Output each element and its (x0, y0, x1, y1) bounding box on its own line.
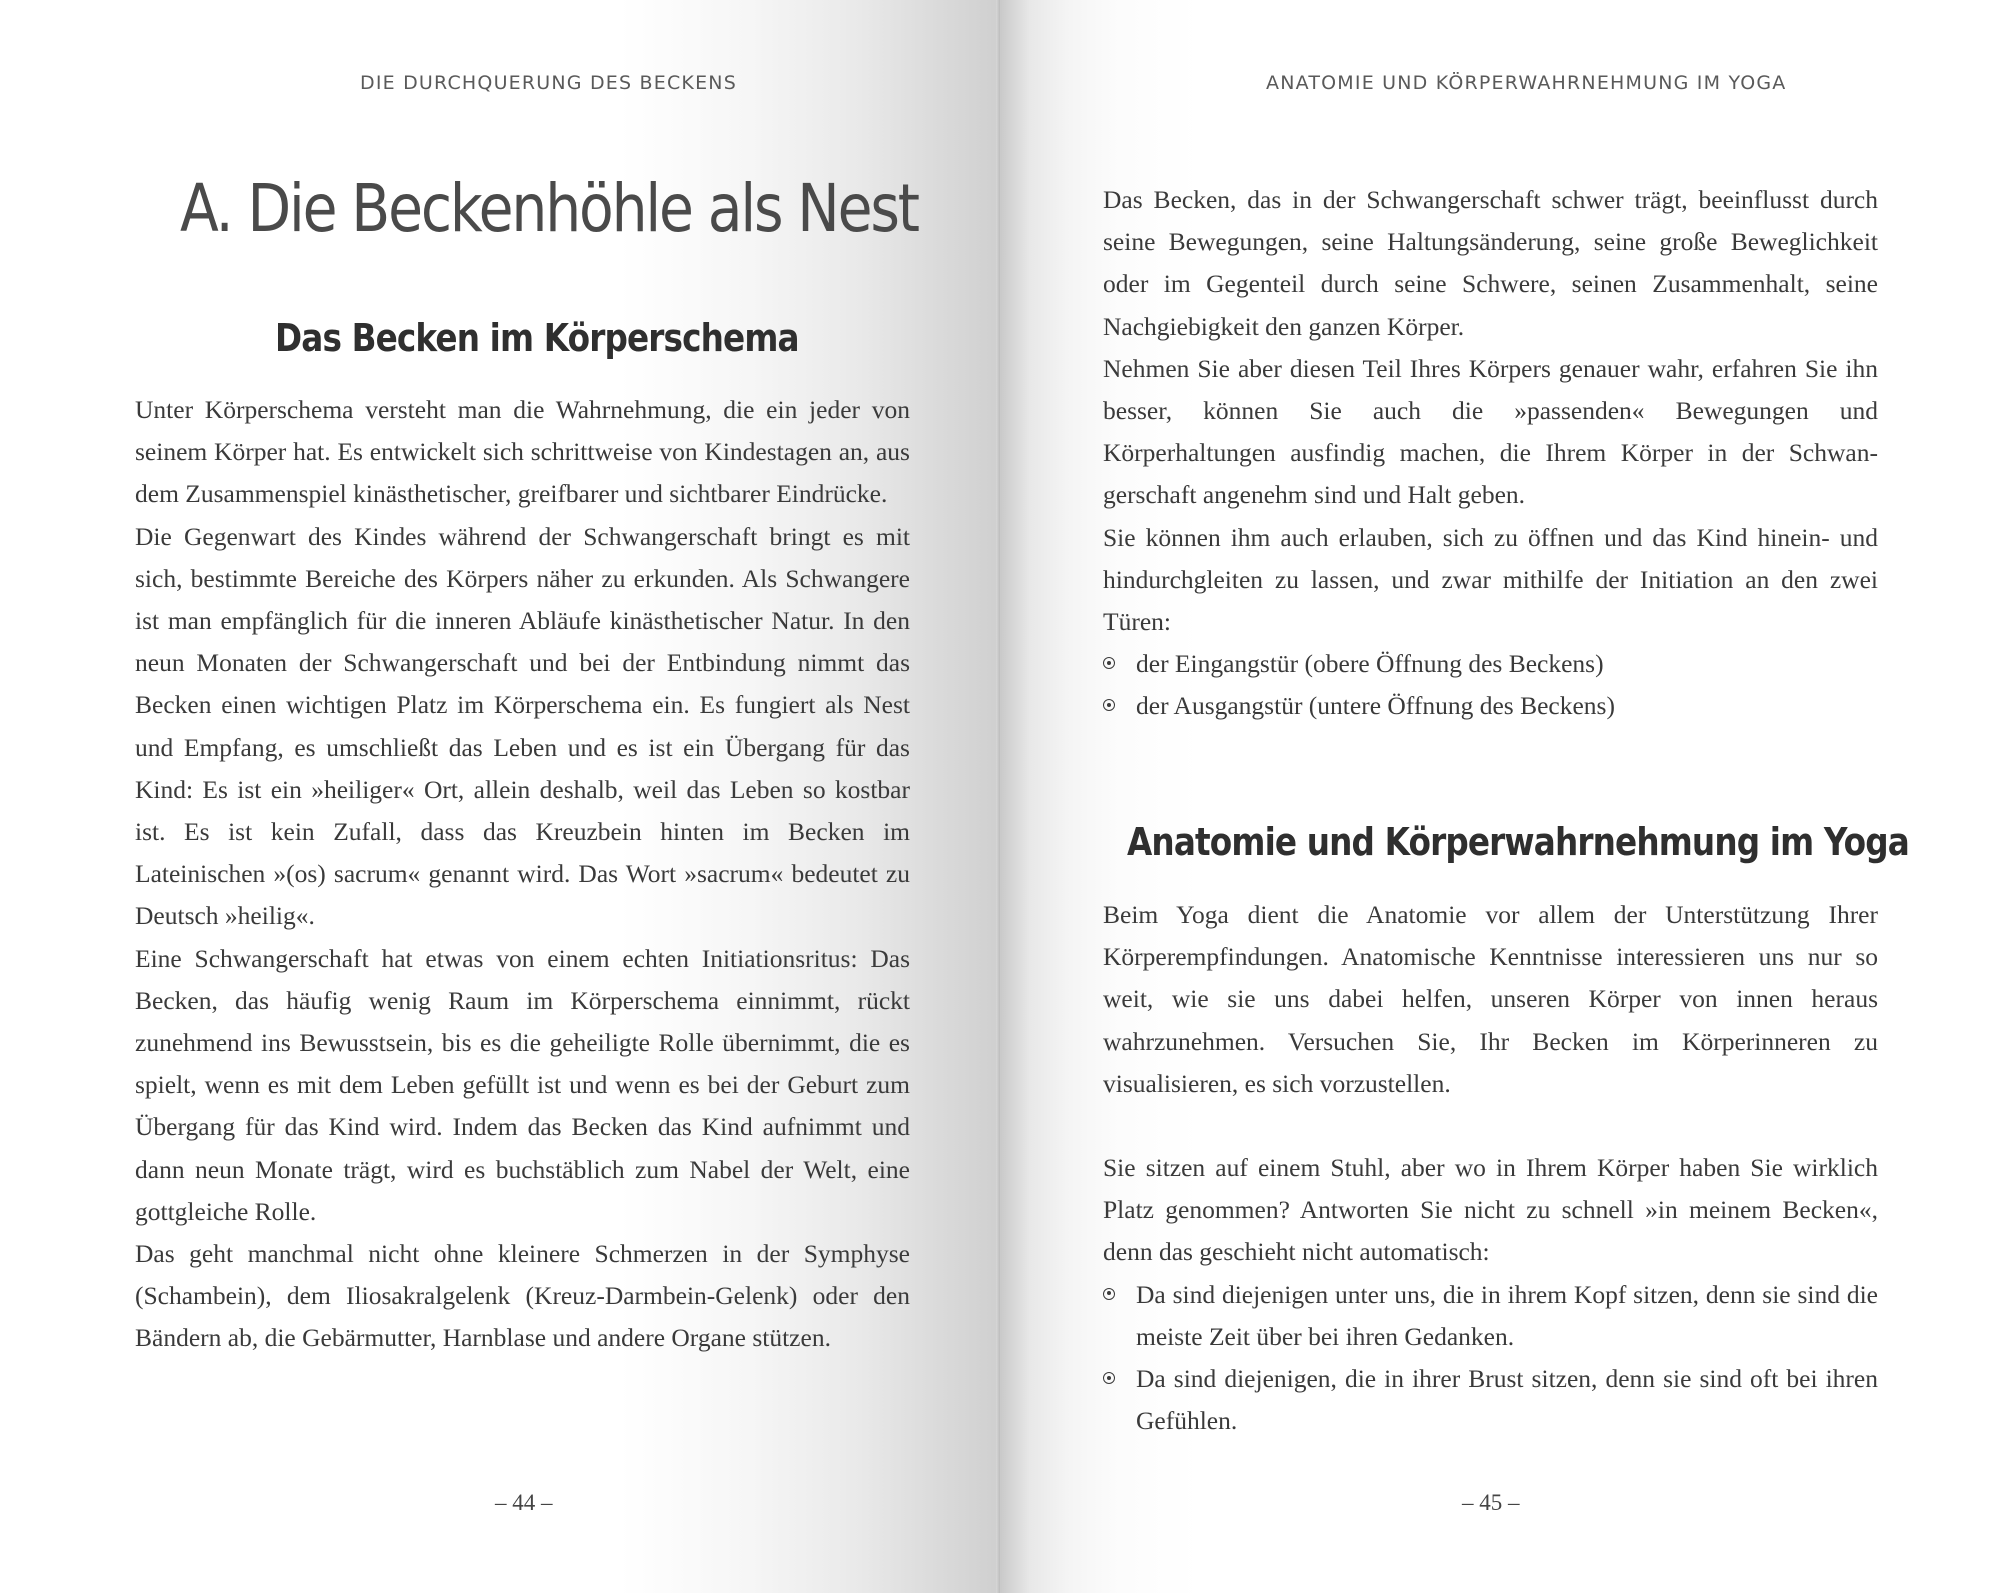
running-head-right: ANATOMIE UND KÖRPERWAHRNEHMUNG IM YOGA (1266, 72, 1787, 94)
circle-bullet-icon (1103, 1288, 1115, 1300)
circle-bullet-icon (1103, 699, 1115, 711)
paragraph: Sie können ihm auch erlauben, sich zu öffnen und das Kind hinein- und hindurchgleiten zu lassen, und zwar mithilfe der Initiation an den zwei Türen: (1103, 522, 1878, 637)
paragraph: Die Gegenwart des Kindes während der Schwangerschaft bringt es mit sich, bestimmte Bereiche des Körpers näher zu erkunden. Als Schwangere ist man empfänglich für die inneren Abläufe kinästhetischer Natur. In den neun Monaten der Schwangerschaft und bei der Entbindung nimmt das Becken einen wichtigen Platz im Körperschema ein. Es fungiert als Nest und Empfang, es umschließt das Leben und es ist ein Übergang für das Kind: Es ist ein »heiliger« Ort, allein deshalb, weil das Leben so kostbar ist. Es ist kein Zufall, dass das Kreuzbein hinten im Becken im Lateinischen »(os) sacrum« genannt wird. Das Wort »sacrum« bedeutet zu Deutsch »heilig«. (135, 521, 910, 931)
list-item (1103, 685, 1878, 727)
circle-bullet-icon (1103, 1372, 1115, 1384)
section-heading-right: Anatomie und Körperwahrnehmung im Yoga (1127, 820, 1909, 864)
circle-bullet-icon (1103, 657, 1115, 669)
paragraph: Beim Yoga dient die Anatomie vor allem der Unterstützung Ihrer Körperempfindungen. Anatomische Kenntnisse interessieren uns nur so weit, wie sie uns dabei helfen, unseren Körper von innen heraus wahrzunehmen. Versuchen Sie, Ihr Becken im Körperinneren zu visualisieren, es sich vorzustellen. (1103, 900, 1878, 1098)
door-list (1103, 643, 1878, 727)
paragraph-gap (1103, 1105, 1878, 1147)
paragraph: Eine Schwangerschaft hat etwas von einem echten Initiationsritus: Das Becken, das häufig wenig Raum im Körperschema einnimmt, rückt zunehmend ins Bewusstsein, bis es die geheiligte Rolle übernimmt, die es spielt, wenn es mit dem Leben gefüllt ist und wenn es bei der Geburt zum Übergang für das Kind wird. Indem das Becken das Kind aufnimmt und dann neun Monate trägt, wird es buchstäblich zum Nabel der Welt, eine gottgleiche Rolle. (135, 943, 910, 1226)
paragraph: Das geht manchmal nicht ohne kleinere Schmerzen in der Symphyse (Schambein), dem Iliosakralgelenk (Kreuz-Darmbein-Gelenk) oder den Bändern ab, die Gebärmutter, Harnblase und andere Organe stützen. (135, 1239, 910, 1353)
paragraph: Das Becken, das in der Schwangerschaft schwer trägt, beeinflusst durch seine Bewegungen, seine Haltungsänderung, seine große Beweglichkeit oder im Gegenteil durch seine Schwere, seinen Zusammenhalt, seine Nachgiebigkeit den ganzen Körper. (1103, 185, 1878, 341)
list-item (1103, 1274, 1878, 1358)
paragraph: Sie sitzen auf einem Stuhl, aber wo in Ihrem Körper haben Sie wirklich Platz genommen? Antworten Sie nicht zu schnell »in meinem Becken«, denn das geschieht nicht automatisch: (1103, 1153, 1878, 1267)
list-item-text: der Eingangstür (obere Öffnung des Beckens) (1136, 649, 1604, 679)
list-item (1103, 643, 1878, 685)
page-number-left: – 44 – (495, 1490, 553, 1515)
paragraph: Nehmen Sie aber diesen Teil Ihres Körpers genauer wahr, erfahren Sie ihn besser, können Sie auch die »passenden« Bewegungen und Körperhaltungen ausfindig machen, die Ihrem Körper in der Schwangerschaft angenehm sind und Halt geben. (1103, 353, 1878, 510)
sitting-list (1103, 1274, 1878, 1443)
section-heading-left: Das Becken im Körperschema (275, 316, 799, 360)
right-body-text-bottom (1103, 894, 1878, 1442)
list-item-text: Da sind diejenigen unter uns, die in ihrem Kopf sitzen, denn sie sind die meiste Zeit über bei ihren Gedanken. (1136, 1279, 1878, 1351)
right-body-text-top (1103, 179, 1878, 728)
paragraph: Unter Körperschema versteht man die Wahrnehmung, die ein jeder von seinem Körper hat. Es entwickelt sich schrittweise von Kindestagen an, aus dem Zusammenspiel kinästhetischer, greifbarer und sichtbarer Eindrücke. (135, 395, 910, 509)
chapter-title: A. Die Beckenhöhle als Nest (180, 170, 918, 247)
list-item-text: Da sind diejenigen, die in ihrer Brust sitzen, denn sie sind oft bei ihren Gefühlen. (1136, 1364, 1878, 1436)
list-item (1103, 1358, 1878, 1442)
running-head-left: DIE DURCHQUERUNG DES BECKENS (360, 72, 737, 94)
page-number-right: – 45 – (1462, 1490, 1520, 1515)
left-body-text (135, 389, 910, 1360)
list-item-text: der Ausgangstür (untere Öffnung des Beckens) (1136, 691, 1615, 721)
right-page (1000, 0, 2000, 1593)
